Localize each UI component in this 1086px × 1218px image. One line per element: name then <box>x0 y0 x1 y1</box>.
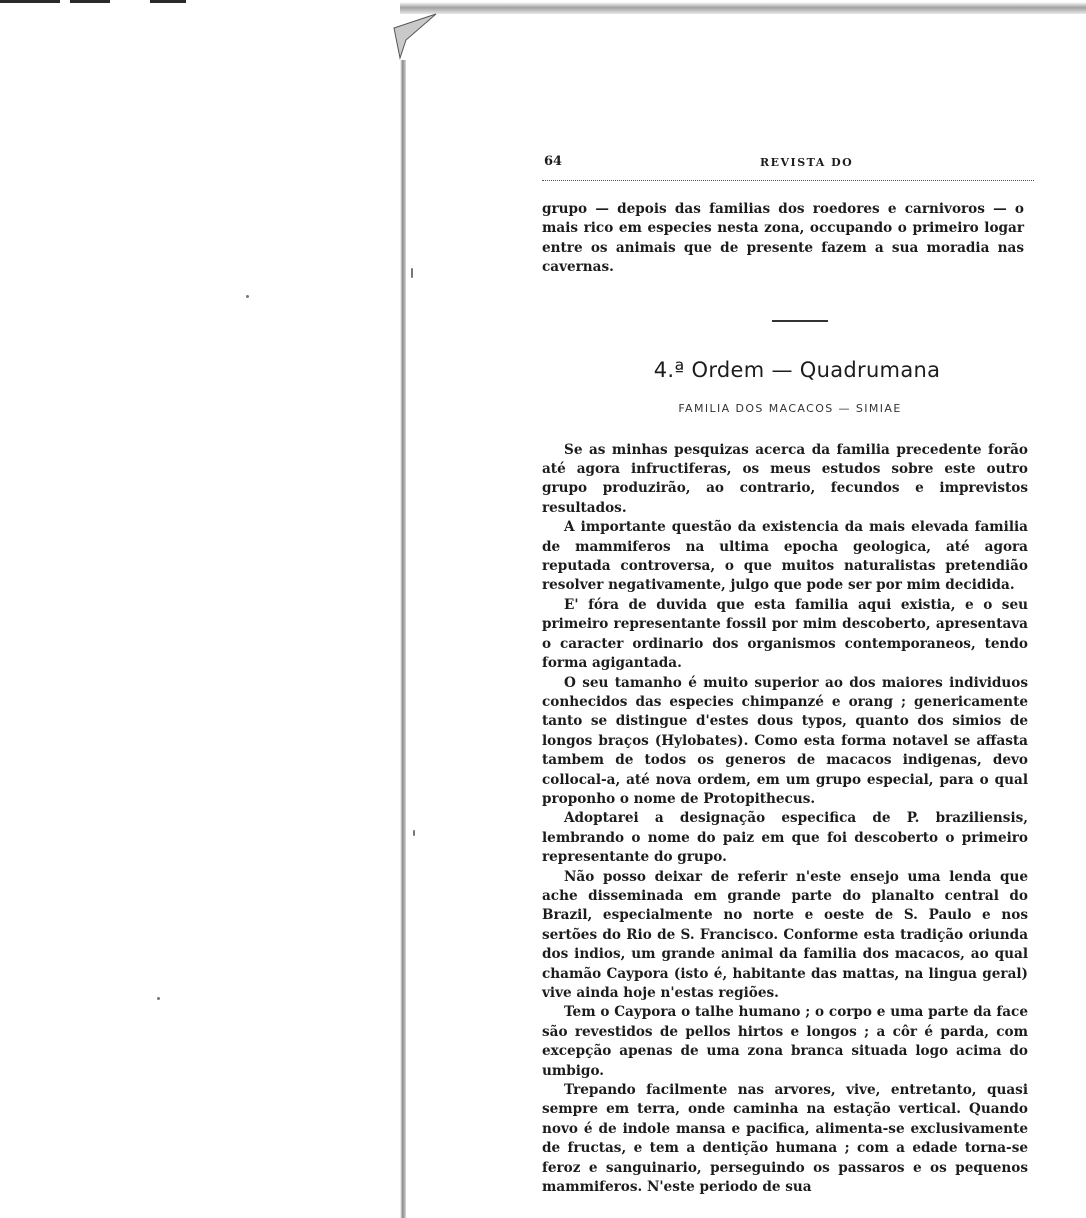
running-title: REVISTA DO <box>760 156 854 169</box>
scan-speck <box>411 268 413 278</box>
section-separator <box>772 320 828 322</box>
header-rule <box>542 180 1034 181</box>
continuation-paragraph: grupo — depois das familias dos roedores e carnivoros — o mais rico em especies nesta zona, occupando o primeiro logar entre os animais que de presente fazem a sua moradia nas cavernas. <box>542 201 1024 276</box>
running-header <box>542 150 1060 176</box>
scan-top-edge <box>0 0 1086 14</box>
paragraph: Não posso deixar de referir n'este ensejo uma lenda que ache disseminada em grande parte do planalto central do Brazil, especialmente no norte e oeste de S. Paulo e nos sertões do Rio de S. Francisco. Conforme esta tradição oriunda dos indios, um grande animal da familia dos macacos, ao qual chamão Caypora (isto é, habitante das mattas, na lingua geral) vive ainda hoje n'estas regiões. <box>542 868 1028 1001</box>
book-page <box>542 150 1060 1197</box>
book-spine-shadow <box>396 0 412 1218</box>
paragraph: Tem o Caypora o talhe humano ; o corpo e uma parte da face são revestidos de pellos hirtos e longos ; a côr é parda, com excepção apenas de uma zona branca situada logo acima do umbigo. <box>542 1004 1028 1079</box>
scan-speck <box>157 997 160 1000</box>
paragraph: Adoptarei a designação especifica de P. braziliensis, lembrando o nome do paiz em que foi descoberto o primeiro representante do grupo. <box>542 810 1028 866</box>
scan-speck <box>246 295 249 298</box>
page-number: 64 <box>544 154 563 169</box>
body-text <box>542 441 1028 1198</box>
paragraph: A importante questão da existencia da mais elevada familia de mammiferos na ultima epocha geologica, até agora reputada controversa, o que muitos naturalistas pretendião resolver negativamente, julgo que pode ser por mim decidida. <box>542 519 1028 594</box>
paragraph: Se as minhas pesquizas acerca da familia precedente forão até agora infructiferas, os meus estudos sobre este outro grupo produzirão, ao contrario, fecundos e imprevistos resultados. <box>542 441 1028 516</box>
paragraph: E' fóra de duvida que esta familia aqui existia, e o seu primeiro representante fossil por mim descoberto, apresentava o caracter ordinario dos organismos contemporaneos, tendo forma agigantada. <box>542 596 1028 672</box>
chapter-title: 4.ª Ordem — Quadrumana <box>653 357 941 382</box>
family-subheading: FAMILIA DOS MACACOS — SIMIAE <box>678 401 902 415</box>
scan-speck <box>413 830 415 836</box>
paragraph: Trepando facilmente nas arvores, vive, entretanto, quasi sempre em terra, onde caminha na estação vertical. Quando novo é de indole mansa e pacifica, alimenta-se exclusivamente de fructas, e tem a dentição humana ; com a edade torna-se feroz e sanguinario, perseguindo os passaros e os pequenos mammiferos. N'este periodo de sua <box>542 1082 1028 1196</box>
paragraph: O seu tamanho é muito superior ao dos maiores individuos conhecidos das especies chimpanzé e orang ; genericamente tanto se distingue d'estes dous typos, quanto dos simios de longos braços (Hylobates). Como esta forma notavel se affasta tambem de todos os generos de macacos indigenas, devo collocal-a, até nova ordem, em um grupo especial, para o qual proponho o nome de Protopithecus. <box>542 674 1028 807</box>
page-fold-mark <box>392 10 452 60</box>
